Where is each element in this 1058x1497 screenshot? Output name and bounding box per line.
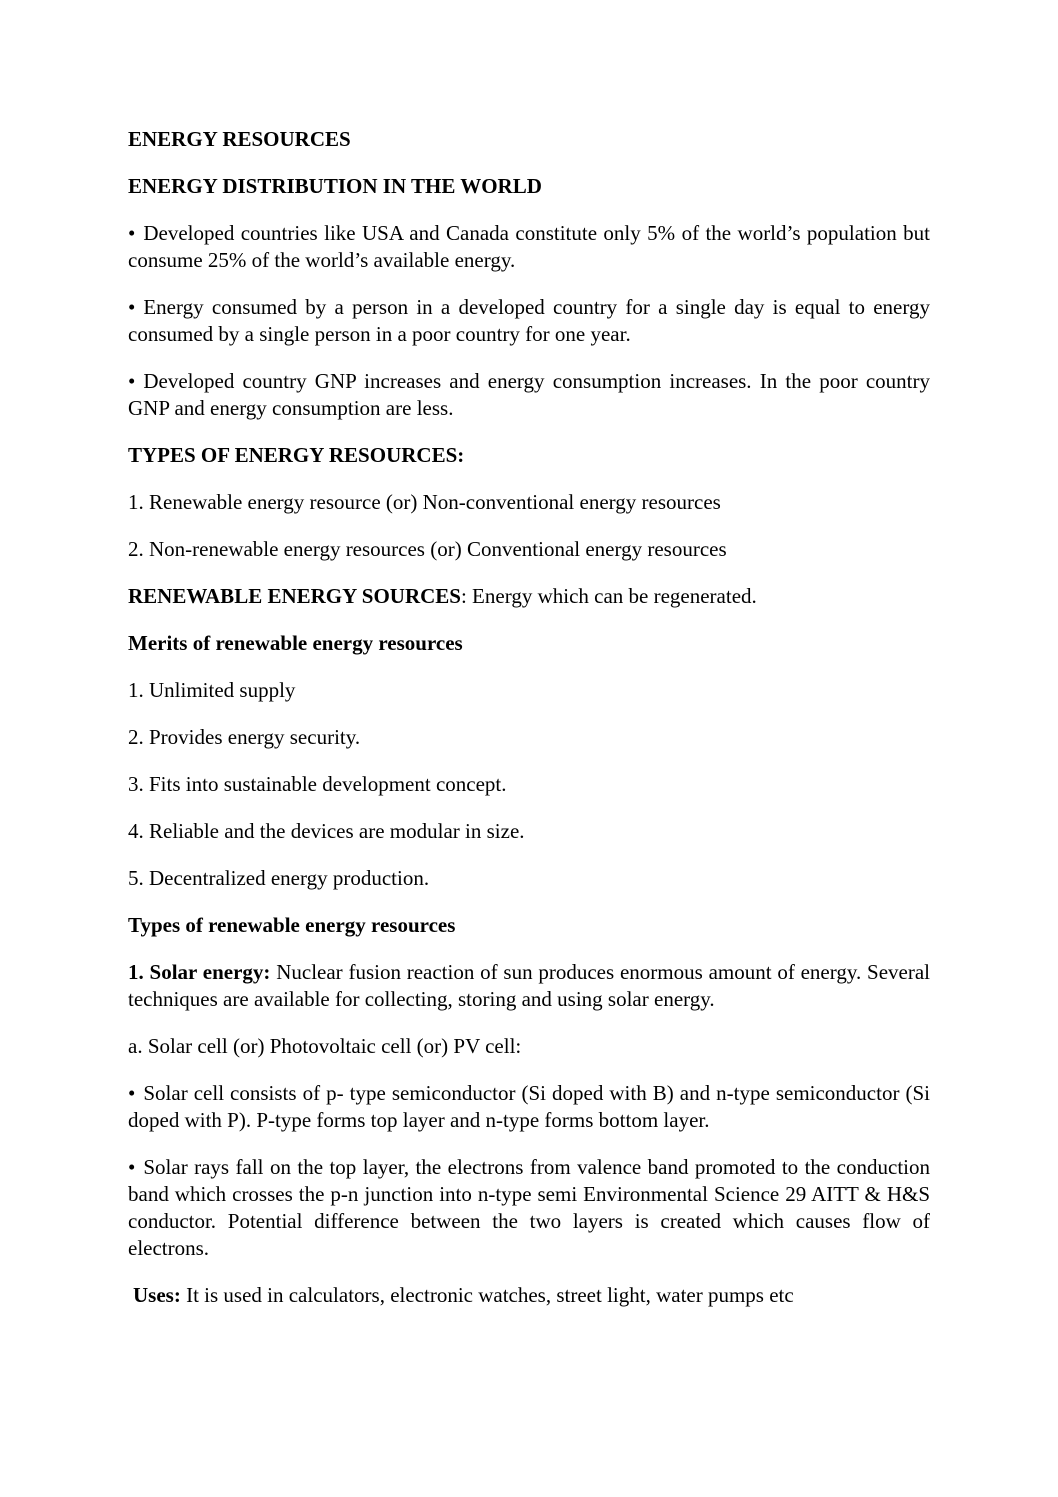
bullet-icon: •: [128, 221, 136, 245]
heading-types-of-renewable: Types of renewable energy resources: [128, 913, 456, 937]
list-item: 5. Decentralized energy production.: [128, 866, 430, 890]
bullet-text: Developed countries like USA and Canada constitute only 5% of the world’s population but consume 25% of the world’s available energy.: [128, 221, 930, 272]
bullet-item: [128, 294, 930, 348]
heading-types-of-energy-resources: TYPES OF ENERGY RESOURCES:: [128, 443, 465, 467]
list-item: a. Solar cell (or) Photovoltaic cell (or) PV cell:: [128, 1034, 522, 1058]
bullet-text: Solar rays fall on the top layer, the electrons from valence band promoted to the conduction band which crosses the p-n junction into n-type semi Environmental Science 29 AITT & H&S conductor. Potential difference between the two layers is created which causes flow of electrons.: [128, 1155, 930, 1260]
bullet-icon: •: [128, 1155, 136, 1179]
bullet-item: [128, 368, 930, 422]
bullet-icon: •: [128, 295, 136, 319]
list-item: 2. Provides energy security.: [128, 725, 361, 749]
paragraph-solar-energy: [128, 959, 930, 1013]
bullet-text: Solar cell consists of p- type semiconductor (Si doped with B) and n-type semiconductor (Si doped with P). P-type forms top layer and n-type forms bottom layer.: [128, 1081, 930, 1132]
bold-lead: RENEWABLE ENERGY SOURCES: [128, 584, 461, 608]
bullet-icon: •: [128, 1081, 136, 1105]
bullet-item: [128, 1080, 930, 1134]
bold-lead: Uses:: [133, 1283, 181, 1307]
bullet-item: [128, 220, 930, 274]
paragraph-uses: [128, 1282, 930, 1309]
bullet-icon: •: [128, 369, 136, 393]
heading-merits: Merits of renewable energy resources: [128, 631, 463, 655]
bullet-text: Energy consumed by a person in a developed country for a single day is equal to energy consumed by a single person in a poor country for one year.: [128, 295, 930, 346]
heading-energy-resources: ENERGY RESOURCES: [128, 127, 351, 151]
bold-lead: 1. Solar energy:: [128, 960, 271, 984]
paragraph-text: : Energy which can be regenerated.: [460, 584, 757, 608]
list-item: 1. Renewable energy resource (or) Non-conventional energy resources: [128, 490, 721, 514]
list-item: 3. Fits into sustainable development concept.: [128, 772, 507, 796]
bullet-item: [128, 1154, 930, 1262]
paragraph-text: It is used in calculators, electronic watches, street light, water pumps etc: [180, 1283, 794, 1307]
paragraph-text: Nuclear fusion reaction of sun produces enormous amount of energy. Several techniques are available for collecting, storing and using solar energy.: [128, 960, 931, 1011]
list-item: 4. Reliable and the devices are modular in size.: [128, 819, 525, 843]
paragraph-renewable-energy-sources: [128, 583, 930, 610]
list-item: 2. Non-renewable energy resources (or) Conventional energy resources: [128, 537, 727, 561]
heading-energy-distribution: ENERGY DISTRIBUTION IN THE WORLD: [128, 174, 542, 198]
bullet-text: Developed country GNP increases and energy consumption increases. In the poor country GNP and energy consumption are less.: [128, 369, 930, 420]
list-item: 1. Unlimited supply: [128, 678, 296, 702]
